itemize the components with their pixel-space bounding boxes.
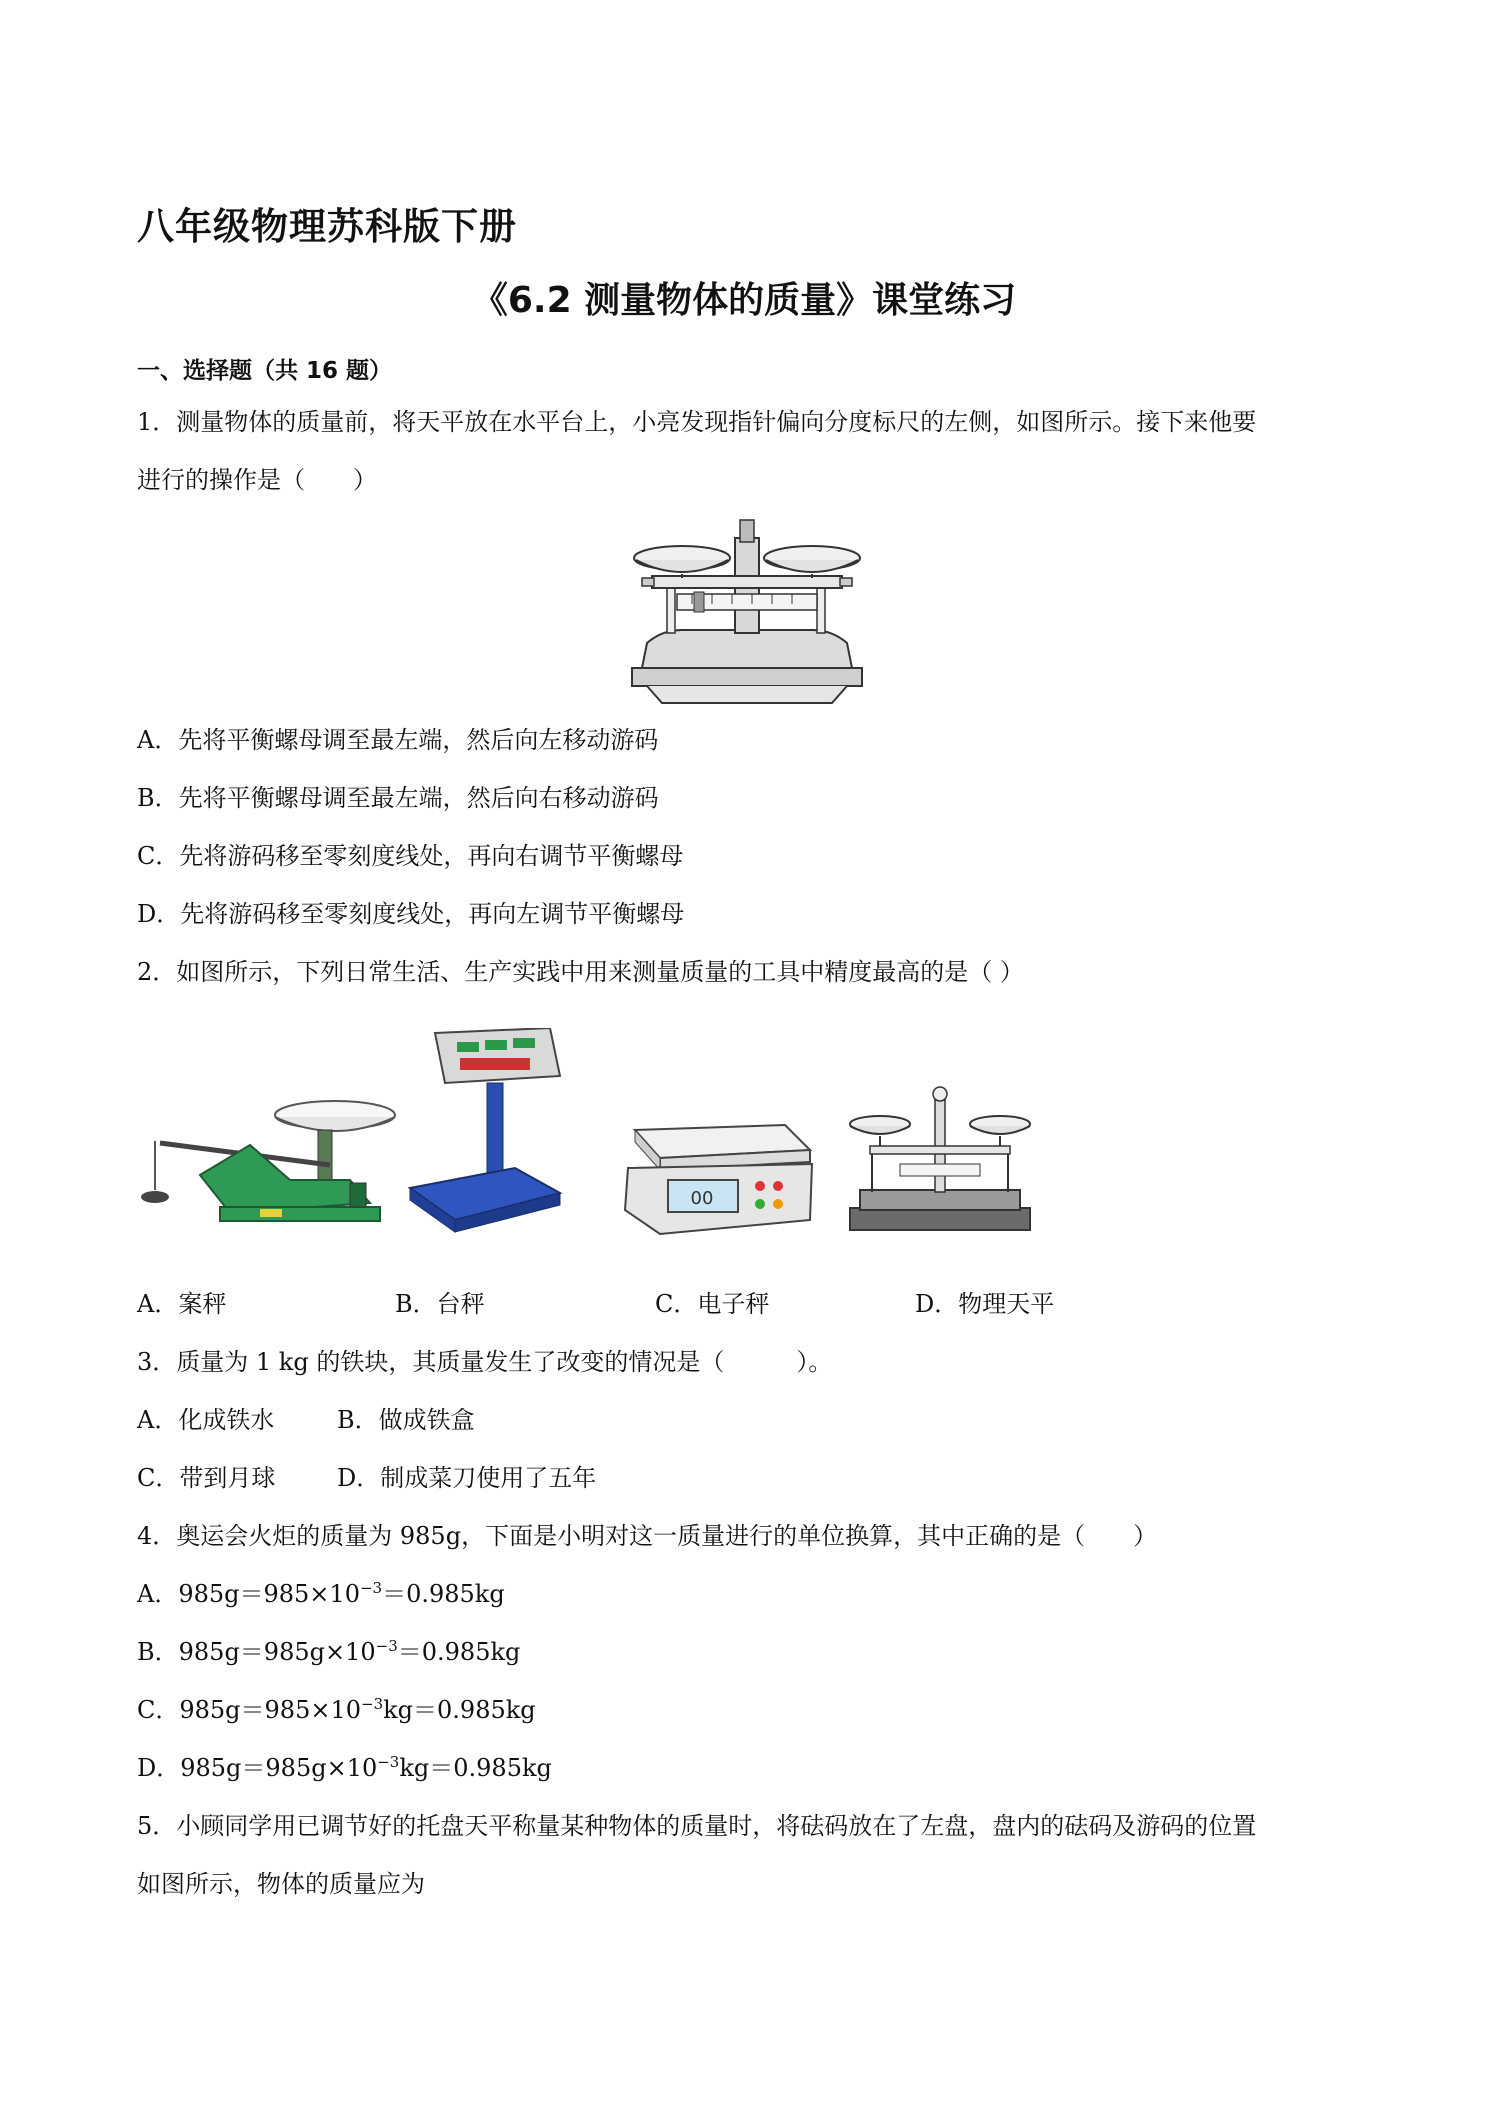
q5-stem-line1: 5．小顾同学用已调节好的托盘天平称量某种物体的质量时，将砝码放在了左盘，盘内的砝码及游码的位置 — [137, 1812, 1257, 1840]
q1-option-a: A．先将平衡螺母调至最左端，然后向左移动游码 — [137, 726, 659, 754]
q4-option-a: A．$985g=985\times 10^{-3}=0.985kg$ — [137, 1579, 505, 1608]
q3-stem: 3．质量为 1 kg 的铁块，其质量发生了改变的情况是（ ）。 — [137, 1348, 833, 1376]
q1-option-b: B．先将平衡螺母调至最左端，然后向右移动游码 — [137, 784, 659, 812]
q4-option-c: C．$985g=985\times 10^{-3}kg=0.985kg$ — [137, 1695, 536, 1724]
q1-stem-line2: 进行的操作是（ ） — [137, 466, 377, 494]
case-scale-figure — [140, 1085, 400, 1235]
q2-option-b: B．台秤 — [395, 1290, 485, 1318]
electronic-scale-figure — [620, 1120, 820, 1240]
q2-option-a: A．案秤 — [137, 1290, 227, 1318]
q4-option-b: B．$985g=985g\times 10^{-3}=0.985kg$ — [137, 1637, 521, 1666]
q1-option-c: C．先将游码移至零刻度线处，再向右调节平衡螺母 — [137, 842, 684, 870]
q1-stem-line1: 1．测量物体的质量前，将天平放在水平台上，小亮发现指针偏向分度标尺的左侧，如图所示。接下来他要 — [137, 408, 1257, 436]
platform-scale-figure — [405, 1028, 565, 1238]
q2-option-c: C．电子秤 — [655, 1290, 770, 1318]
q3-option-d: D．制成菜刀使用了五年 — [337, 1464, 597, 1492]
q4-option-d: D．$985g=985g\times 10^{-3}kg=0.985kg$ — [137, 1753, 552, 1782]
q5-stem-line2: 如图所示，物体的质量应为 — [137, 1870, 425, 1898]
q2-stem: 2．如图所示，下列日常生活、生产实践中用来测量质量的工具中精度最高的是（ ） — [137, 958, 1024, 986]
q1-option-d: D．先将游码移至零刻度线处，再向左调节平衡螺母 — [137, 900, 685, 928]
document-subtitle: 《6.2 测量物体的质量》课堂练习 — [471, 280, 1017, 321]
section-heading: 一、选择题（共 16 题） — [137, 358, 393, 384]
balance-figure — [612, 518, 882, 708]
document-title: 八年级物理苏科版下册 — [137, 205, 517, 248]
q3-option-b: B．做成铁盒 — [337, 1406, 475, 1434]
q3-option-a: A．化成铁水 — [137, 1406, 275, 1434]
physics-balance-figure — [840, 1080, 1040, 1240]
q4-stem: 4．奥运会火炬的质量为 985g，下面是小明对这一质量进行的单位换算，其中正确的是（ ） — [137, 1522, 1158, 1550]
q3-option-c: C．带到月球 — [137, 1464, 276, 1492]
electronic-scale-readout: 00 — [690, 1188, 714, 1209]
q2-option-d: D．物理天平 — [915, 1290, 1055, 1318]
